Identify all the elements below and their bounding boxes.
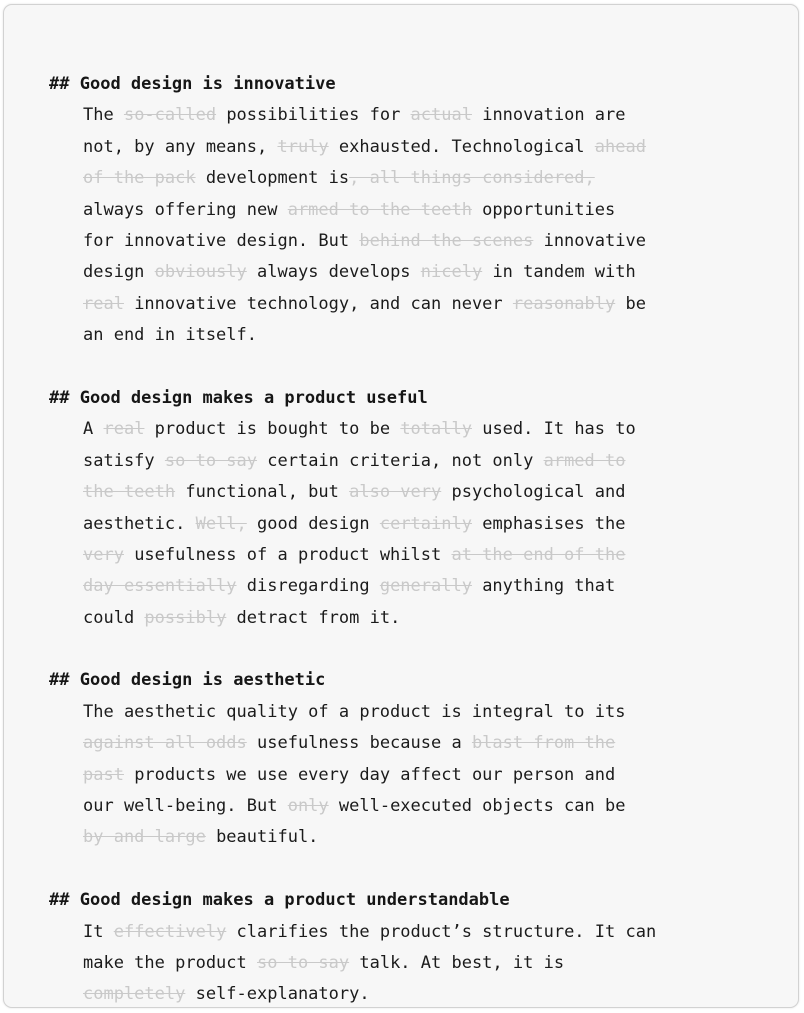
struck-text: behind the scenes	[359, 230, 534, 251]
body-text: exhausted. Technological	[328, 136, 595, 157]
editor-window	[3, 4, 799, 1008]
text-line	[83, 132, 763, 163]
struck-text: at the end of the	[451, 544, 626, 565]
body-text: emphasises the	[471, 513, 626, 534]
text-line	[83, 226, 763, 257]
struck-text: actual	[410, 105, 472, 126]
struck-text: reasonably	[512, 293, 616, 314]
text-line	[83, 446, 763, 477]
struck-text: of the pack	[83, 168, 196, 189]
paragraph[interactable]	[83, 414, 763, 634]
body-text: A	[83, 419, 104, 440]
struck-text: armed to	[543, 450, 626, 471]
body-text: always develops	[246, 262, 421, 283]
text-line	[83, 477, 763, 508]
body-text: usefulness because a	[246, 733, 472, 754]
body-text: always offering new	[83, 199, 288, 220]
text-line	[83, 100, 763, 131]
body-text: possibilities for	[216, 105, 411, 126]
struck-text: nicely	[420, 262, 483, 283]
body-text: psychological and	[441, 482, 626, 503]
body-text: in tandem with	[482, 262, 636, 283]
heading-text: Good design makes a product understandable	[79, 890, 510, 911]
body-text: good design	[246, 513, 380, 534]
body-text: innovation are	[471, 105, 626, 126]
paragraph[interactable]	[83, 697, 763, 854]
body-text: not, by any means,	[83, 136, 278, 157]
section-heading[interactable]	[49, 69, 798, 100]
body-text: innovative	[533, 230, 646, 251]
text-line	[83, 791, 763, 822]
struck-text: blast from the	[471, 733, 616, 754]
body-text: design	[83, 262, 155, 283]
heading-marker: ##	[49, 670, 70, 691]
text-line	[83, 509, 763, 540]
heading-text: Good design is innovative	[79, 74, 336, 94]
paragraph[interactable]	[83, 100, 763, 351]
body-text: an end in itself.	[83, 325, 257, 346]
section-useful	[49, 383, 798, 634]
text-line	[83, 822, 763, 853]
paragraph[interactable]	[83, 917, 763, 1008]
struck-text: ahead	[594, 136, 646, 157]
body-text: satisfy	[83, 450, 165, 471]
struck-text: real	[103, 419, 145, 440]
section-understandable	[49, 885, 798, 1008]
body-text: make the product	[83, 953, 257, 973]
text-line	[83, 728, 763, 759]
markdown-editor[interactable]	[4, 5, 798, 1007]
body-text: development is	[195, 168, 350, 189]
body-text: talk. At best, it is	[349, 953, 565, 973]
section-aesthetic	[49, 665, 798, 853]
struck-text: Well,	[195, 513, 247, 534]
body-text: could	[83, 607, 145, 628]
body-text: detract from it.	[226, 607, 401, 628]
struck-text: armed to the teeth	[287, 199, 472, 220]
struck-text: so to say	[164, 450, 258, 471]
body-text: It	[83, 921, 114, 942]
section-heading[interactable]	[49, 665, 798, 696]
struck-text: , all things considered,	[349, 168, 595, 189]
body-text: The aesthetic quality of a product is integral to its	[83, 701, 626, 722]
struck-text: totally	[400, 419, 472, 440]
struck-text: effectively	[113, 921, 227, 942]
body-text: innovative technology, and can never	[123, 293, 513, 314]
heading-text: Good design is aesthetic	[79, 670, 326, 691]
struck-text: so to say	[257, 953, 350, 973]
body-text: well-executed objects can be	[328, 796, 626, 817]
struck-text: the teeth	[83, 482, 176, 503]
struck-text: so-called	[123, 105, 217, 126]
struck-text: day essentially	[83, 576, 237, 597]
body-text: certain criteria, not only	[257, 450, 544, 471]
body-text: functional, but	[175, 482, 350, 503]
struck-text: certainly	[379, 513, 472, 534]
body-text: aesthetic.	[83, 513, 196, 534]
struck-text: by and large	[83, 827, 206, 848]
struck-text: very	[83, 544, 124, 565]
text-line	[83, 414, 763, 445]
struck-text: obviously	[154, 262, 247, 283]
text-line	[83, 163, 763, 194]
struck-text: generally	[379, 576, 472, 597]
text-line	[83, 571, 763, 602]
section-innovative	[49, 69, 798, 352]
text-line	[83, 257, 763, 288]
struck-text: truly	[277, 136, 329, 157]
text-line	[83, 917, 763, 948]
struck-text: only	[287, 796, 329, 817]
struck-text: completely	[83, 984, 186, 1005]
text-line	[83, 760, 763, 791]
struck-text: against all odds	[83, 733, 247, 754]
text-line	[83, 697, 763, 728]
body-text: opportunities	[471, 199, 616, 220]
body-text: usefulness of a product whilst	[123, 544, 452, 565]
body-text: beautiful.	[205, 827, 319, 848]
section-heading[interactable]	[49, 885, 798, 916]
heading-text: Good design makes a product useful	[79, 387, 428, 408]
text-line	[83, 603, 763, 634]
body-text: our well-being. But	[83, 796, 288, 817]
struck-text: possibly	[144, 607, 227, 628]
struck-text: real	[83, 293, 124, 314]
text-line	[83, 289, 763, 320]
body-text: clarifies the product’s structure. It can	[226, 921, 657, 942]
text-line	[83, 320, 763, 351]
text-line	[83, 540, 763, 571]
body-text: The	[83, 105, 124, 126]
body-text: product is bought to be	[144, 419, 401, 440]
body-text: products we use every day affect our person and	[123, 764, 616, 785]
struck-text: also very	[349, 482, 442, 503]
heading-marker: ##	[49, 74, 70, 94]
body-text: for innovative design. But	[83, 230, 360, 251]
body-text: used. It has to	[471, 419, 636, 440]
text-line	[83, 948, 763, 979]
section-heading[interactable]	[49, 383, 798, 414]
heading-marker: ##	[49, 890, 70, 911]
struck-text: past	[83, 764, 124, 785]
body-text: self-explanatory.	[185, 984, 370, 1005]
body-text: anything that	[471, 576, 616, 597]
body-text: be	[615, 293, 646, 314]
heading-marker: ##	[49, 387, 70, 408]
text-line	[83, 195, 763, 226]
body-text: disregarding	[236, 576, 380, 597]
text-line	[83, 979, 763, 1008]
